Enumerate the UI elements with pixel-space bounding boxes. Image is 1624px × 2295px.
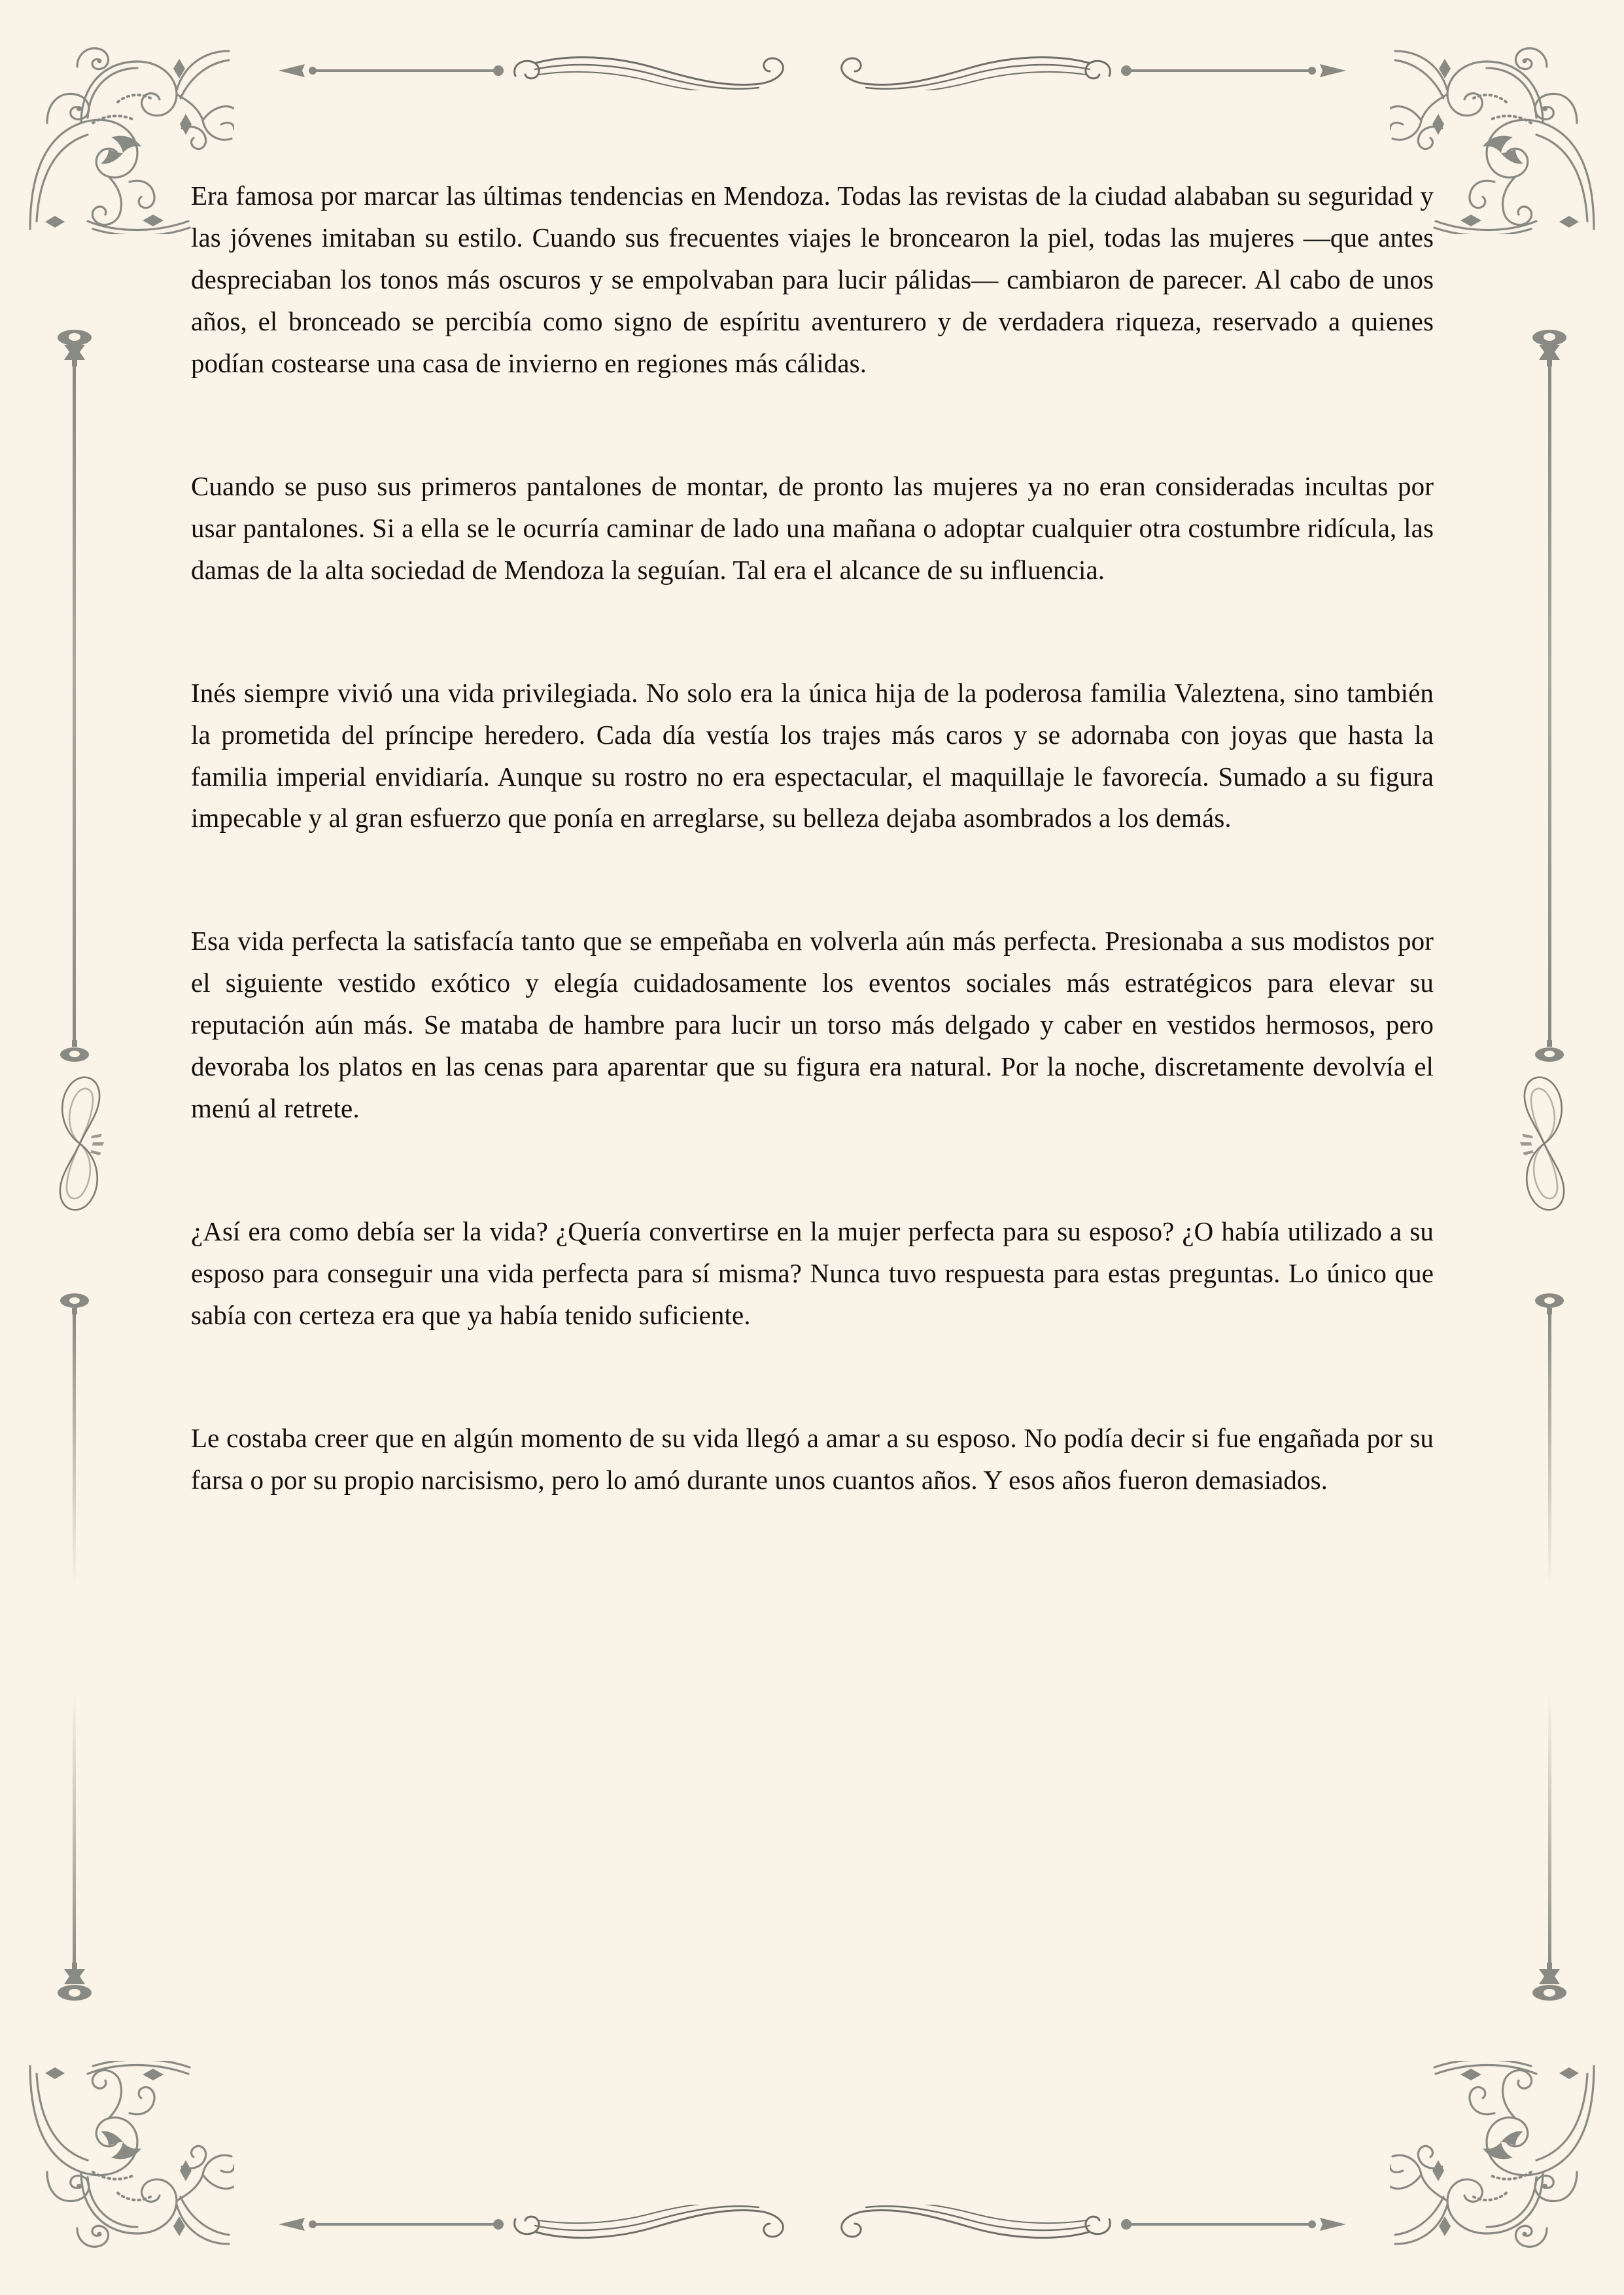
corner-ornament-bottom-left-icon	[25, 2061, 234, 2270]
side-rod-ornament-left-upper-icon	[55, 323, 94, 1082]
infinity-knot-ornament-right-icon	[1512, 1059, 1577, 1229]
paragraph: Esa vida perfecta la satisfacía tanto que se empeñaba en volverla aún más perfecta. Presionaba a sus modistos por el siguiente vestido exótico y elegía cuidadosamente los eventos sociales más estratégicos para elevar su reputación aún más. Se mataba de hambre para lucir un torso más delgado y caber en vestidos hermosos, pero devoraba los platos en las cenas para aparentar que su figura era natural. Por la noche, discretamente devolvía el menú al retrete.	[191, 926, 1434, 1124]
paragraph: Era famosa por marcar las últimas tendencias en Mendoza. Todas las revistas de la ciudad alababan su seguridad y las jóvenes imitaban su estilo. Cuando sus frecuentes viajes le broncearon la piel, todas las mujeres —que antes despreciaban los tonos más oscuros y se empolvaban para lucir pálidas— cambiaron de parecer. Al cabo de unos años, el bronceado se percibía como signo de espíritu aventurero y de verdadera riqueza, reservado a quienes podían costearse una casa de invierno en regiones más cálidas.	[191, 181, 1434, 378]
side-rod-ornament-left-lower-icon	[55, 1243, 94, 2015]
document-body-text	[191, 175, 1434, 1501]
side-rod-ornament-right-lower-icon	[1530, 1243, 1569, 2015]
paragraph: ¿Así era como debía ser la vida? ¿Quería convertirse en la mujer perfecta para su esposo? ¿O había utilizado a su esposo para conseguir una vida perfecta para sí misma? Nunca tuvo respuesta para estas preguntas. Lo único que sabía con certeza era que ya había tenido suficiente.	[191, 1216, 1434, 1331]
paragraph: Le costaba creer que en algún momento de su vida llegó a amar a su esposo. No podía decir si fue engañada por su farsa o por su propio narcisismo, pero lo amó durante unos cuantos años. Y esos años fueron demasiados.	[191, 1423, 1434, 1496]
top-divider-ornament-icon	[276, 51, 1349, 90]
corner-ornament-bottom-right-icon	[1390, 2061, 1599, 2270]
paragraph: Cuando se puso sus primeros pantalones de montar, de pronto las mujeres ya no eran consideradas incultas por usar pantalones. Si a ella se le ocurría caminar de lado una mañana o adoptar cualquier otra costumbre ridícula, las damas de la alta sociedad de Mendoza la seguían. Tal era el alcance de su influencia.	[191, 470, 1434, 585]
infinity-knot-ornament-left-icon	[47, 1059, 112, 1229]
side-rod-ornament-right-upper-icon	[1530, 323, 1569, 1082]
paragraph: Inés siempre vivió una vida privilegiada. No solo era la única hija de la poderosa familia Valeztena, sino también la prometida del príncipe heredero. Cada día vestía los trajes más caros y se adornaba con joyas que hasta la familia imperial envidiaría. Aunque su rostro no era espectacular, el maquillaje le favorecía. Sumado a su figura impecable y al gran esfuerzo que ponía en arreglarse, su belleza dejaba asombrados a los demás.	[191, 677, 1434, 833]
bottom-divider-ornament-icon	[276, 2205, 1349, 2244]
